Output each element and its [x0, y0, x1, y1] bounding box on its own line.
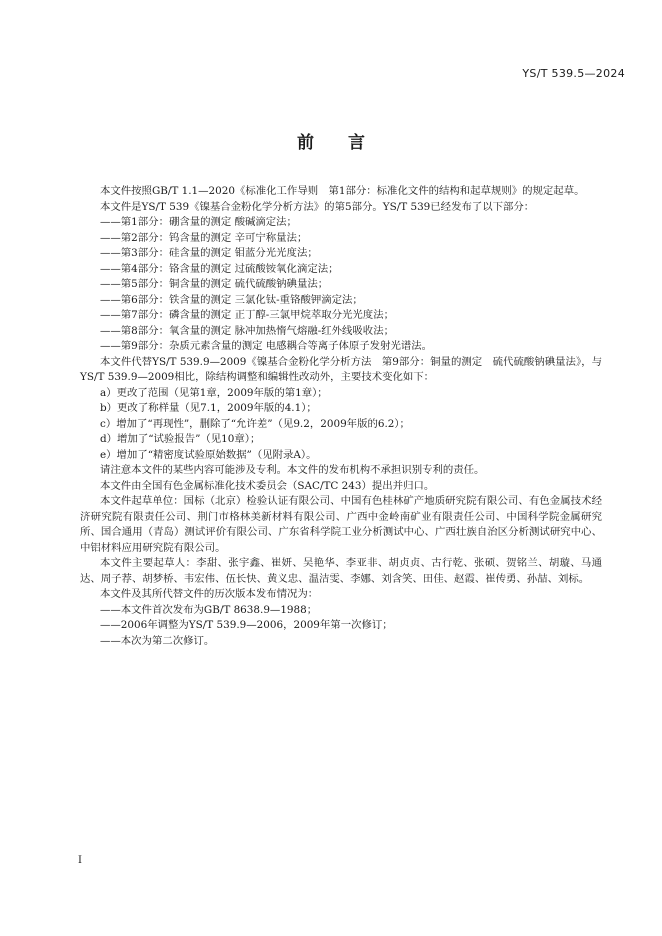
- list-item: c）增加了“再现性”，删除了“允许差”（见9.2，2009年版的6.2）；: [100, 417, 410, 430]
- list-item: ——第1部分：硼含量的测定 酸碱滴定法；: [100, 216, 297, 228]
- paragraph: 请注意本文件的某些内容可能涉及专利。本文件的发布机构不承担识别专利的责任。: [100, 464, 485, 476]
- paragraph: 本文件起草单位：国标（北京）检验认证有限公司、中国有色桂林矿产地质研究院有限公司、有色金属技术经济研究院有限责任公司、荆门市格林美新材料有限公司、广西中金岭南矿业有限责任公司、中国科学院金属研究所、国合通用（青岛）测试评价有限公司、广东省科学院工业分析测试中心、广西壮族自治区分析测试研究中心、中铝材料应用研究院有限公司。: [80, 495, 602, 554]
- list-item: ——第8部分：氧含量的测定 脉冲加热惰气熔融-红外线吸收法；: [100, 324, 394, 337]
- paragraph: 本文件由全国有色金属标准化技术委员会（SAC/TC 243）提出并归口。: [100, 479, 435, 492]
- document-body: [80, 184, 602, 649]
- list-item: d）增加了“试验报告”（见10章）；: [100, 433, 261, 445]
- paragraph: 本文件是YS/T 539《镍基合金粉化学分析方法》的第5部分。YS/T 539已经发布了以下部分：: [100, 200, 535, 213]
- list-item: ——第2部分：钨含量的测定 辛可宁称量法；: [100, 231, 308, 244]
- list-item: ——第6部分：铁含量的测定 三氯化钛-重铬酸钾滴定法；: [100, 293, 363, 306]
- paragraph: 本文件按照GB/T 1.1—2020《标准化工作导则 第1部分：标准化文件的结构和起草规则》的规定起草。: [100, 185, 585, 197]
- list-item: a）更改了范围（见第1章，2009年版的第1章）；: [100, 386, 328, 399]
- page-number: I: [78, 855, 82, 866]
- list-item: ——第4部分：铬含量的测定 过硫酸铵氧化滴定法；: [100, 262, 339, 275]
- list-item: ——第7部分：磷含量的测定 正丁醇-三氯甲烷萃取分光光度法；: [100, 309, 394, 321]
- list-item: e）增加了“精密度试验原始数据”（见附录A）。: [100, 448, 317, 461]
- list-item: ——第5部分：铜含量的测定 硫代硫酸钠碘量法；: [100, 278, 329, 290]
- list-item: ——2006年调整为YS/T 539.9—2006，2009年第一次修订；: [100, 619, 393, 631]
- standard-code: YS/T 539.5—2024: [522, 67, 625, 80]
- list-item: b）更改了称样量（见7.1，2009年版的4.1）；: [100, 402, 317, 414]
- paragraph: 本文件及其所代替文件的历次版本发布情况为：: [100, 588, 319, 600]
- paragraph: 本文件代替YS/T 539.9—2009《镍基合金粉化学分析方法 第9部分：铜量的测定 硫代硫酸钠碘量法》，与YS/T 539.9—2009相比，除结构调整和编辑性改动外，主要技术变化如下：: [80, 355, 602, 383]
- list-item: ——本文件首次发布为GB/T 8638.9—1988；: [100, 603, 318, 616]
- list-item: ——第9部分：杂质元素含量的测定 电感耦合等离子体原子发射光谱法。: [100, 340, 433, 352]
- list-item: ——本次为第二次修订。: [100, 634, 215, 647]
- page-title: 前言: [297, 133, 399, 153]
- paragraph: 本文件主要起草人：李甜、张宇鑫、崔妍、吴艳华、李亚非、胡贞贞、古行乾、张硕、贺铭兰、胡璇、马通达、周子荐、胡梦桥、韦宏伟、伍长快、黄义忠、温洁雯、李娜、刘含笑、田佳、赵霞、崔传勇、孙喆、刘标。: [80, 557, 602, 585]
- list-item: ——第3部分：硅含量的测定 钼蓝分光光度法；: [100, 247, 318, 259]
